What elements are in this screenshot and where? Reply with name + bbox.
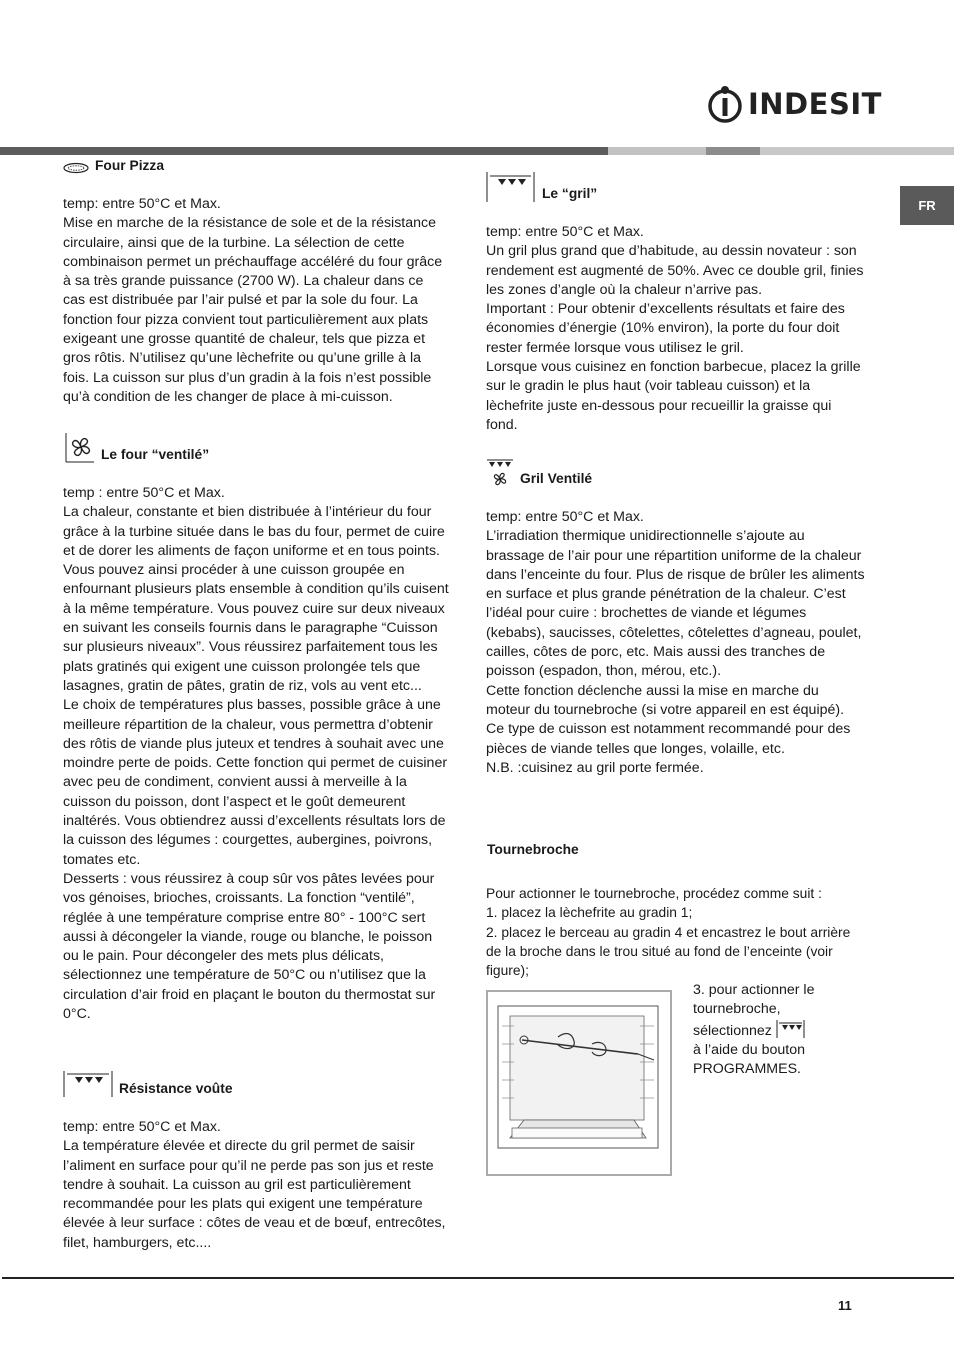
body2-gril: Important : Pour obtenir d’excellents résultats et faire des économies d’énergie (10% environ), la porte du four doit rester fermée lorsque vous utilisez le gril.: [486, 301, 845, 356]
grill-icon-small: [776, 1020, 806, 1038]
step-3-text: 3. pour actionner le tournebroche, sélectionnez: [693, 982, 815, 1039]
heading-resistance-voute: Résistance voûte: [63, 1071, 449, 1097]
grill-icon: [486, 172, 536, 202]
fan-grill-icon: [486, 457, 514, 487]
temp-resistance-voute: temp: entre 50°C et Max.: [63, 1119, 221, 1135]
heading-four-ventile: Le four “ventilé”: [63, 431, 449, 463]
heading-tournebroche: Tournebroche: [487, 842, 579, 857]
section-four-pizza: [63, 158, 449, 407]
fan-icon: [63, 431, 95, 463]
tournebroche-intro: Pour actionner le tournebroche, procédez comme suit :: [486, 886, 822, 901]
page-number: 11: [838, 1298, 852, 1313]
step-3-text-end: à l’aide du bouton PROGRAMMES.: [693, 1041, 806, 1078]
indesit-logo-icon: [708, 82, 742, 126]
temp-four-ventile: temp : entre 50°C et Max.: [63, 485, 225, 501]
heading-gril: Le “gril”: [486, 172, 866, 202]
heading-four-pizza: Four Pizza: [63, 158, 449, 174]
oven-diagram: [488, 992, 670, 1174]
brand-logo: [708, 80, 882, 128]
body-resistance-voute: La température élevée et directe du gril permet de saisir l’aliment en surface pour qu’il ne perde pas son jus et reste tendre à souhait. La cuisson au gril est particulièrement recommandée pour les plats qui exigent une température élevée à leur surface : côtes de veau et de bœuf, entrecôtes, filet, hamburgers, etc....: [63, 1138, 446, 1251]
section-resistance-voute: [63, 1071, 449, 1253]
body-gril: Un gril plus grand que d’habitude, au dessin novateur : son rendement est augmenté de 50%. Avec ce double gril, finies les zones d’angle où la chaleur n’arrive pas.: [486, 243, 864, 298]
body-four-pizza: Mise en marche de la résistance de sole et de la résistance circulaire, ainsi que de la turbine. La sélection de cette combinaison permet un préchauffage accéléré du four grâce à sa très grande puissance (2700 W). La chaleur dans ce cas est distribuée par l’air pulsé et par la sole du four. La fonction four pizza convient tout particulièrement aux plats exigeant une grosse quantité de chaleur, tels que pizza et gros rôtis. N’utilisez qu’une lèchefrite ou qu’une grille à la fois. La cuisson sur plus d’un gradin à la fois n’est possible qu’à condition de les changer de place à mi-cuisson.: [63, 215, 443, 405]
temp-four-pizza: temp: entre 50°C et Max.: [63, 196, 221, 212]
body2-four-ventile: Le choix de températures plus basses, possible grâce à une meilleure répartition de la chaleur, vous permettra d’obtenir des rôtis de viande plus juteux et tendres à souhait avec une moindre perte de poids. Cette fonction qui permet de cuisiner avec peu de condiment, convient aussi à merveille à la cuisson du poisson, dont l’aspect et le goût demeurent inaltérés. Vous obtiendrez aussi d’excellents résultats lors de la cuisson des légumes : courgettes, aubergines, poivrons, tomates etc.: [63, 697, 448, 868]
tournebroche-step-1: 1. placez la lèchefrite au gradin 1;: [486, 905, 693, 921]
header-divider: [0, 147, 954, 155]
section-gril: [486, 172, 866, 435]
brand-name: INDESIT: [748, 87, 882, 121]
tournebroche-step-3: [693, 981, 843, 1079]
section-four-ventile: [63, 431, 449, 1024]
body2-gril-ventile: Cette fonction déclenche aussi la mise en marche du moteur du tournebroche (si votre appareil en est équipé). Ce type de cuisson est notamment recommandé pour des pièces de viande telles que longes, volaille, etc.: [486, 682, 851, 757]
body-four-ventile: La chaleur, constante et bien distribuée à l’intérieur du four grâce à la turbine située dans le bas du four, permet de cuire et de dorer les aliments de façon uniforme et en tous points. Vous pouvez ainsi procéder à une cuisson groupée en enfournant plusieurs plats ensemble à condition qu’ils cuisent à la même température. Vous pouvez cuire sur deux niveaux en suivant les conseils fournis dans le paragraphe “Cuisson sur plusieurs niveaux”. Vous réussirez parfaitement tous les plats gratinés qui exigent une cuisson prolongée tels que lasagnes, gratin de pâtes, gratin de riz, vols au vent etc...: [63, 504, 449, 694]
body3-gril: Lorsque vous cuisinez en fonction barbecue, placez la grille sur le gradin le plus haut (voir tableau cuisson) et la lèchefrite juste en-dessous pour recueillir la graisse qui fond.: [486, 359, 861, 433]
heading-gril-ventile: Gril Ventilé: [486, 457, 866, 487]
body3-four-ventile: Desserts : vous réussirez à coup sûr vos pâtes levées pour vos génoises, brioches, croissants. La fonction “ventilé”, réglée à une température comprise entre 80° - 100°C sert aussi à décongeler la viande, rouge ou blanche, le poisson ou le pain. Pour décongeler des mets plus délicats, sélectionnez une température de 50°C ou n’utilisez que la circulation d’air froid en plaçant le bouton du thermostat sur 0°C.: [63, 870, 436, 1023]
temp-gril: temp: entre 50°C et Max.: [486, 224, 644, 240]
body-gril-ventile: L’irradiation thermique unidirectionnelle s’ajoute au brassage de l’air pour une répartition uniforme de la chaleur dans l’enceinte du four. Plus de risque de brûler les aliments en surface et plus grande pénétration de la chaleur. C’est l’idéal pour cuire : brochettes de viande et légumes (kebabs), saucisses, côtelettes, côtelettes d’agneau, poulet, cailles, côtes de porc, etc. Mais aussi des tranches de poisson (espadon, thon, mérou, etc.).: [486, 528, 865, 680]
oven-rotisserie-figure: [486, 990, 672, 1176]
temp-gril-ventile: temp: entre 50°C et Max.: [486, 509, 644, 525]
tournebroche-step-2: 2. placez le berceau au gradin 4 et encastrez le bout arrière de la broche dans le trou situé au fond de l’enceinte (voir figure);: [486, 924, 851, 979]
pizza-icon: [63, 162, 89, 174]
section-gril-ventile: [486, 457, 866, 778]
top-element-icon: [63, 1071, 113, 1097]
language-tab: FR: [900, 186, 954, 225]
footer-divider: [2, 1277, 954, 1279]
section-tournebroche: [486, 842, 866, 980]
body3-gril-ventile: N.B. :cuisinez au gril porte fermée.: [486, 759, 704, 776]
